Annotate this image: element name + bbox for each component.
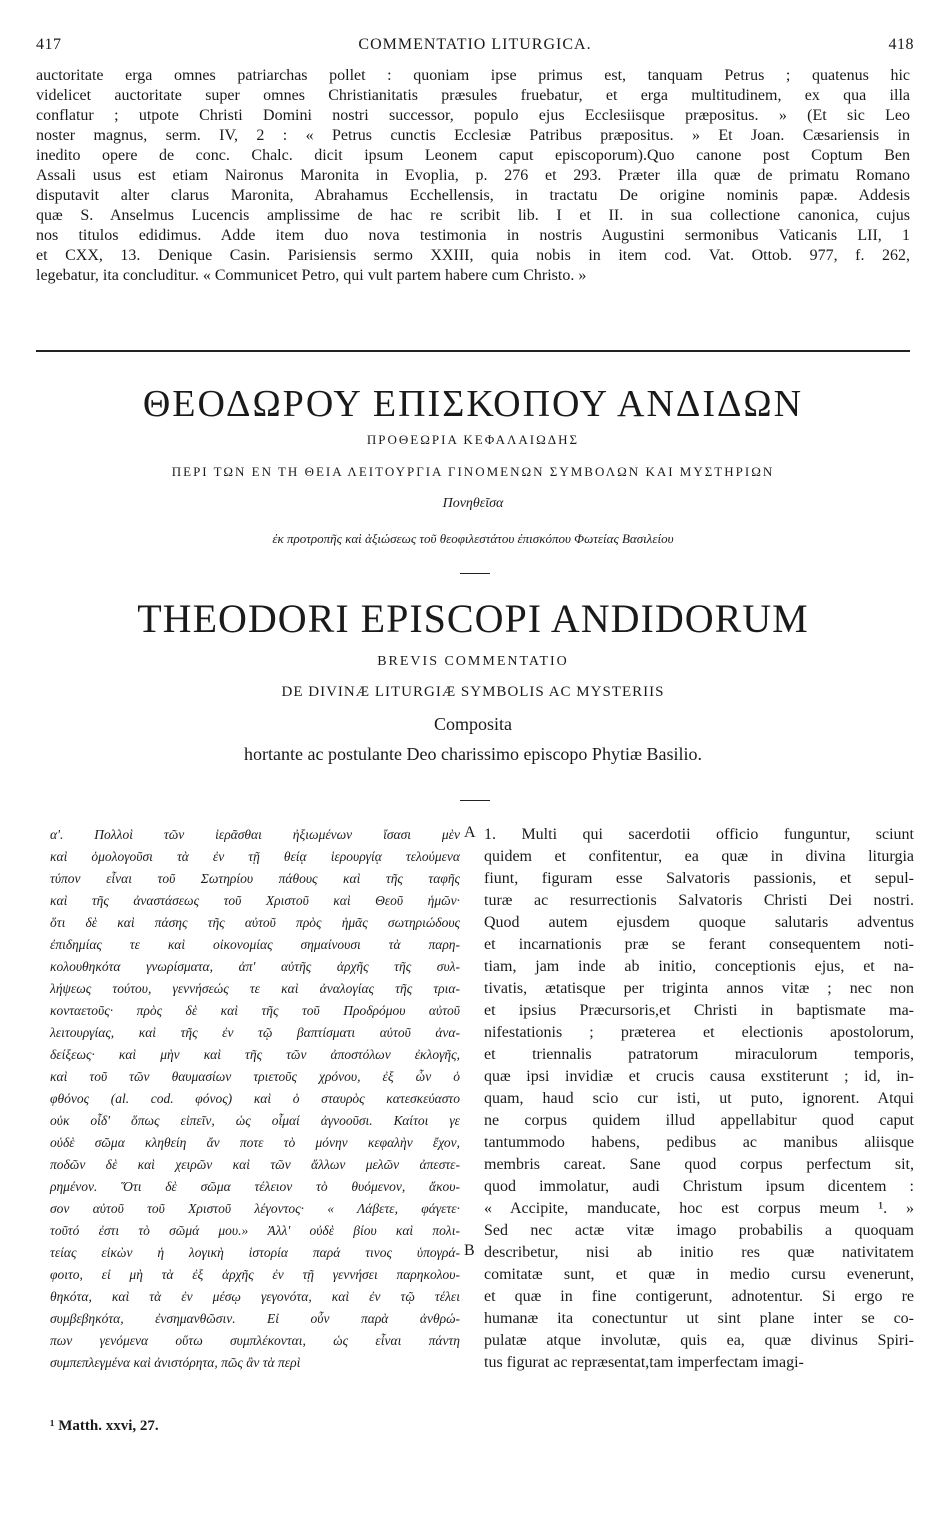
latin-text-line: turæ ac resurrectionis Salvatoris Christi Dei nostri. xyxy=(484,892,914,909)
latin-text-line: « Accipite, manducate, hoc est corpus meum ¹. » xyxy=(484,1200,914,1217)
latin-subtitle-1: BREVIS COMMENTATIO xyxy=(377,654,569,669)
greek-text-line: δείξεως· καὶ μὴν καὶ τῆς τῶν ἀποστόλων ἐκλογῆς, xyxy=(50,1047,460,1062)
intro-line: Assali usus est etiam Naironus Maronita in Evoplia, p. 276 et 293. Præter illa quæ de primatu Romano xyxy=(36,167,910,184)
greek-text-line: οὐδὲ σῶμα κληθείη ἄν ποτε τὸ μόνην κεφαλὴν ἔχον, xyxy=(50,1135,460,1150)
latin-text-line: et incarnationis præ se ferant consequentem noti- xyxy=(484,936,914,953)
latin-text-line: tivatis, ætatisque per triginta annos vitæ ; nec non xyxy=(484,980,914,997)
intro-line: nos titulos edidimus. Adde item duo nova testimonia in nostris Augustini sermonibus Vaticanis LII, 1 xyxy=(36,227,910,244)
latin-text-line: tus figurat ac repræsentat,tam imperfectam imagi- xyxy=(484,1354,804,1371)
greek-text-line: τείας εἰκὼν ἡ λογικὴ ἱστορία παρά τινος ὑπογρά- xyxy=(50,1245,460,1260)
greek-text-line: οὐκ οἶδ' ὅπως εἰπεῖν, ὡς οἶμαί ἀγνοοῦσι. Καίτοι γε xyxy=(50,1113,460,1128)
latin-subtitle-3: Composita xyxy=(433,714,512,734)
latin-text-line: comitatæ sunt, et quæ in medio cursu evenerunt, xyxy=(484,1266,914,1283)
latin-text-line: ne corpus quidem illud appellabitur quod caput xyxy=(484,1112,914,1129)
greek-text-line: κολουθηκότα γνωρίσματα, ἀπ' αὐτῆς ἀρχῆς τῆς συλ- xyxy=(50,959,460,974)
latin-subtitle-4: hortante ac postulante Deo charissimo episcopo Phytiæ Basilio. xyxy=(244,744,702,764)
greek-column xyxy=(50,824,460,1374)
latin-column xyxy=(484,824,914,1374)
greek-text-line: λήψεως τούτου, γεννήσεώς τε καὶ ἀναλογίας τῆς τρια- xyxy=(50,981,460,996)
latin-text-line: et quæ in fine contigerunt, adnotentur. Si ergo re xyxy=(484,1288,914,1305)
greek-text-line: πων γενόμενα οὕτω συμπλέκονται, ὡς εἶναι πάντη xyxy=(50,1333,460,1348)
latin-title: THEODORI EPISCOPI ANDIDORUM xyxy=(137,596,809,641)
margin-marker-a: A xyxy=(464,824,476,841)
intro-paragraph xyxy=(36,66,910,286)
greek-text-line: ἐπιδημίας τε καὶ οἰκονομίας σημαίνουσι τὰ παρη- xyxy=(50,937,460,952)
latin-text-line: et triennalis patratorum miraculorum temporis, xyxy=(484,1046,914,1063)
page-number-left: 417 xyxy=(36,36,62,53)
latin-text-line: et ipsius Præcursoris,et Christi in baptismate ma- xyxy=(484,1002,914,1019)
latin-subtitle-2: DE DIVINÆ LITURGIÆ SYMBOLIS AC MYSTERIIS xyxy=(281,684,665,700)
greek-text-line: σον αὐτοῦ τοῦ Χριστοῦ λέγοντος· « Λάβετε, φάγετε· xyxy=(50,1201,460,1216)
greek-text-line: λειτουργίας, καὶ τῆς ἐν τῷ βαπτίσματι αὐτοῦ ἀνα- xyxy=(50,1025,460,1040)
latin-text-line: fiunt, figuram esse Salvatoris passionis, et sepul- xyxy=(484,870,914,887)
greek-text-line: ποδῶν δὲ καὶ χειρῶν καὶ τῶν ἄλλων μελῶν ἀπεστε- xyxy=(50,1157,460,1172)
greek-subtitle-2: ΠΕΡΙ ΤΩΝ ΕΝ ΤΗ ΘΕΙΑ ΛΕΙΤΟΥΡΓΙΑ ΓΙΝΟΜΕΝΩΝ ΣΥΜΒΟΛΩΝ ΚΑΙ ΜΥΣΤΗΡΙΩΝ xyxy=(171,464,775,479)
greek-subtitle-3: Πονηθεῖσα xyxy=(442,496,504,511)
greek-text-line: κονταετοῦς· πρὸς δὲ καὶ τῆς τοῦ Προδρόμου αὐτοῦ xyxy=(50,1003,460,1018)
running-head xyxy=(36,36,914,58)
latin-text-line: tiam, jam inde ab initio, conceptionis ejus, et na- xyxy=(484,958,914,975)
greek-title: ΘΕΟΔΩΡΟΥ ΕΠΙΣΚΟΠΟΥ ΑΝΔΙΔΩΝ xyxy=(142,383,804,425)
greek-text-line: τοῦτό ἐστι τὸ σῶμά μου.» Ἀλλ' οὐδὲ βίου καὶ πολι- xyxy=(50,1223,460,1238)
latin-text-line: describetur, nisi ab initio res quæ nativitatem xyxy=(484,1244,914,1261)
title-separator xyxy=(460,573,490,574)
intro-line: et CXX, 13. Denique Casin. Parisiensis sermo XXIII, quia nobis in item cod. Vat. Ottob. 977, f. 262, xyxy=(36,247,910,264)
greek-text-line: φοιτο, εἰ μὴ τὰ ἐξ ἀρχῆς ἐν τῇ γεννήσει παρηκολου- xyxy=(50,1267,460,1282)
latin-text-line: membris careat. Sane quod corpus perfectum sit, xyxy=(484,1156,914,1173)
intro-line: videlicet auctoritate super omnes Christianitatis præsules fruebatur, et erga multitudinem, ex qua illa xyxy=(36,87,910,104)
greek-text-line: συμβεβηκότα, ἐνσημανθῶσιν. Εἰ οὖν παρὰ ἀνθρώ- xyxy=(50,1311,460,1326)
latin-text-line: quidem et confitentur, ea quæ in divina liturgia xyxy=(484,848,914,865)
intro-line: legebatur, ita concluditur. « Communicet Petro, qui vult partem habere cum Christo. » xyxy=(36,267,587,284)
latin-text-line: pulatæ atque involutæ, quis ea, quæ divinus Spiri- xyxy=(484,1332,914,1349)
latin-text-line: quæ ipsi invidiæ et crucis causa exstiterunt ; id, in- xyxy=(484,1068,914,1085)
column-separator xyxy=(460,800,490,801)
latin-text-line: humanæ ita conectuntur ut sint plane inter se co- xyxy=(484,1310,914,1327)
page-number-right: 418 xyxy=(888,36,914,53)
greek-text-line: ὅτι δὲ καὶ πάσης τῆς αὐτοῦ πρὸς ἡμᾶς σωτηριώδους xyxy=(50,915,460,930)
greek-text-line: α'. Πολλοὶ τῶν ἱερᾶσθαι ἠξιωμένων ἴσασι μὲν xyxy=(50,827,460,842)
greek-text-line: τύπον εἶναι τοῦ Σωτηρίου πάθους καὶ τῆς ταφῆς xyxy=(50,871,460,886)
section-divider xyxy=(36,350,910,352)
greek-text-line: συμπεπλεγμένα καὶ ἀνιστόρητα, πῶς ἂν τὰ περὶ xyxy=(50,1355,301,1370)
greek-text-line: θηκότα, καὶ τὰ ἐν μέσῳ γεγονότα, καὶ ἐν τῷ τέλει xyxy=(50,1289,460,1304)
intro-line: disputavit alter clarus Maronita, Abrahamus Ecchellensis, in tractatu De origine nominis papæ. Addesis xyxy=(36,187,910,204)
greek-text-line: καὶ τοῦ τῶν θαυμασίων τριετοῦς χρόνου, ἐξ ὧν ὁ xyxy=(50,1069,460,1084)
intro-line: auctoritate erga omnes patriarchas pollet : quoniam ipse primus est, tanquam Petrus ; quatenus hic xyxy=(36,67,910,84)
greek-text-line: καὶ ὁμολογοῦσι τὰ ἐν τῇ θείᾳ ἱερουργίᾳ τελούμενα xyxy=(50,849,460,864)
latin-text-line: Quod autem ejusdem quoque salutaris adventus xyxy=(484,914,914,931)
greek-subtitle-1: ΠΡΟΘΕΩΡΙΑ ΚΕΦΑΛΑΙΩΔΗΣ xyxy=(366,432,580,447)
intro-line: inedito opere de conc. Chalc. dicit ipsum Leonem caput episcoporum).Quo canone post Coptum Ben xyxy=(36,147,910,164)
running-head-title: COMMENTATIO LITURGICA. xyxy=(358,36,592,53)
greek-text-line: φθόνος (al. cod. φόνος) καὶ ὁ σταυρὸς κατεσκεύαστο xyxy=(50,1091,460,1106)
latin-text-line: quam, haud scio cur isti, ut puto, ignorent. Atqui xyxy=(484,1090,914,1107)
latin-text-line: quod immolatur, audi Christum ipsum dicentem : xyxy=(484,1178,914,1195)
latin-text-line: 1. Multi qui sacerdotii officio funguntur, sciunt xyxy=(484,826,914,843)
greek-subtitle-4: ἐκ προτροπῆς καὶ ἀξιώσεως τοῦ θεοφιλεστάτου ἐπισκόπου Φωτείας Βασιλείου xyxy=(272,531,674,546)
latin-text-line: tantummodo habens, pedibus ac manibus aliisque xyxy=(484,1134,914,1151)
intro-line: quæ S. Anselmus Lucencis amplissime de hac re scribit lib. I et II. in sua collectione canonica, cujus xyxy=(36,207,910,224)
latin-text-line: nifestationis ; præterea et electionis apostolorum, xyxy=(484,1024,914,1041)
latin-text-line: Sed nec actæ vitæ imago probabilis a quoquam xyxy=(484,1222,914,1239)
margin-marker-b: B xyxy=(464,1242,475,1259)
intro-line: noster magnus, serm. IV, 2 : « Petrus cunctis Ecclesiæ Patribus præpositus. » Et Joan. Cæsariensis in xyxy=(36,127,910,144)
intro-line: conflatur ; utpote Christi Domini nostri successor, populo ejus Ecclesiisque præpositus. » (Et sic Leo xyxy=(36,107,910,124)
greek-text-line: ρημένον. Ὅτι δὲ σῶμα τέλειον τὸ θυόμενον, ἄκου- xyxy=(50,1179,460,1194)
footnote: ¹ Matth. xxvi, 27. xyxy=(50,1418,159,1434)
greek-text-line: καὶ τῆς ἀναστάσεως τοῦ Χριστοῦ καὶ Θεοῦ ἡμῶν· xyxy=(50,893,460,908)
